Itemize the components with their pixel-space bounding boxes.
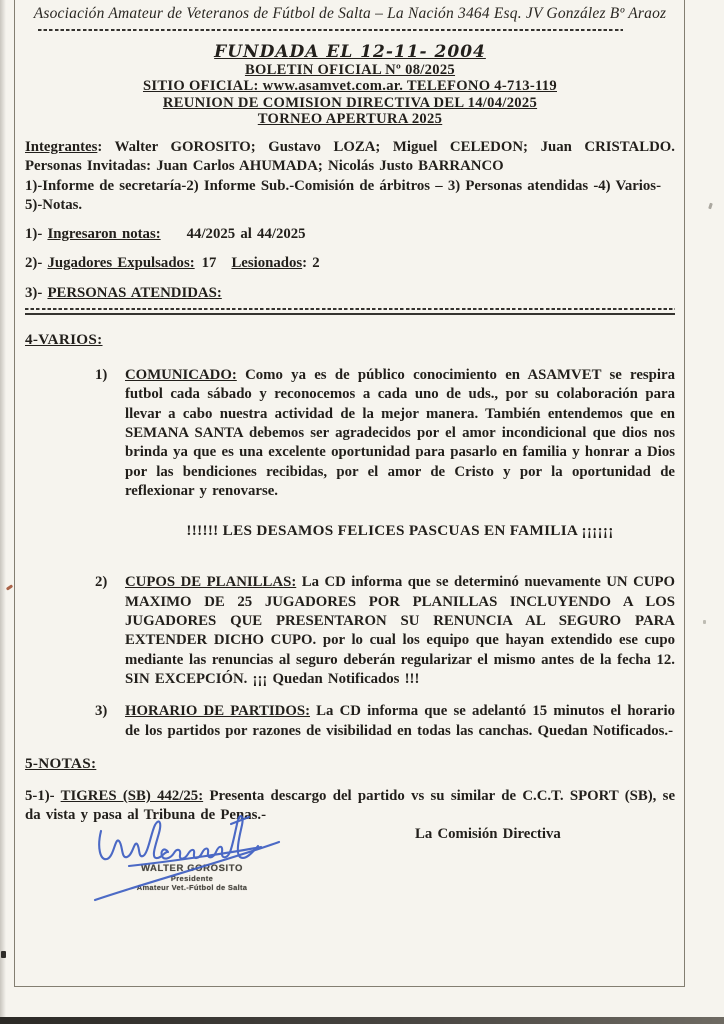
signature-block — [85, 803, 295, 918]
easter-greeting-line: !!!!!! LES DESAMOS FELICES PASCUAS EN FAMILIA ¡¡¡¡¡¡ — [186, 522, 614, 540]
notes-value: 44/2025 al 44/2025 — [186, 225, 306, 242]
cupos-label: CUPOS DE PLANILLAS: — [125, 574, 297, 591]
meeting-date-line: REUNION DE COMISION DIRECTIVA DEL 14/04/2025 — [162, 94, 538, 111]
signature-ink-scribble — [85, 803, 295, 918]
varios-title: 4-VARIOS: — [25, 330, 103, 348]
header-separator-line — [38, 29, 623, 31]
closing-signature-line: La Comisión Directiva — [415, 825, 561, 842]
notes-prefix: 1)- — [25, 225, 48, 242]
notes-received-line — [25, 225, 675, 244]
attended-prefix: 3)- — [25, 284, 48, 301]
scan-speck-dark — [1, 951, 6, 958]
horario-number: 3) — [95, 703, 108, 720]
stamp-title: Presidente — [170, 874, 214, 883]
members-text: : Walter GOROSITO; Gustavo LOZA; Miguel CELEDON; Juan CRISTALDO. Personas Invitadas: Juan Carlos AHUMADA; Nicolás Justo BARRANCO — [25, 139, 675, 175]
cupos-body: La CD informa que se determinó nuevamente UN CUPO MAXIMO DE 25 JUGADORES POR PLANILLAS INCLUYENDO A LOS JUGADORES QUE PRESENTARON SU RENUNCIA AL SEGURO PARA EXTENDER DICHO CUPO. por lo cual los equipo que hayan extendido ese cupo mediante las renuncias al seguro deberán regularizar el mismo antes de la fecha 12. SIN EXCEPCIÓN. ¡¡¡ Quedan Notificados !!! — [125, 574, 675, 687]
expelled-label: Jugadores Expulsados: — [47, 254, 195, 271]
agenda-line: 1)-Informe de secretaría-2) Informe Sub.-Comisión de árbitros – 3) Personas atendidas -4) Varios- 5)-Notas. — [25, 177, 661, 214]
official-site-line: SITIO OFICIAL: www.asamvet.com.ar. TELEFONO 4-713-119 — [142, 78, 557, 95]
scan-speck-gray-2 — [703, 620, 706, 624]
tigres-body: Presenta descargo del partido vs su similar de C.C.T. SPORT (SB), se da vista y pasa al Tribuna de Penas.- — [25, 788, 676, 824]
scan-speck-gray — [708, 203, 713, 210]
notes-label: Ingresaron notas: — [47, 225, 161, 242]
tournament-line: TORNEO APERTURA 2025 — [257, 110, 443, 127]
horario-item — [95, 702, 675, 741]
bulletin-number-line: BOLETIN OFICIAL Nº 08/2025 — [244, 62, 456, 78]
comunicado-label: COMUNICADO: — [125, 367, 237, 384]
section-separator — [25, 308, 675, 315]
founded-line: FUNDADA EL 12-11- 2004 — [214, 42, 486, 62]
separator-dashed-line — [25, 308, 675, 310]
scan-left-edge-shade — [0, 0, 6, 1024]
horario-label: HORARIO DE PARTIDOS: — [125, 703, 310, 720]
persons-attended-line — [25, 284, 675, 303]
cupos-item — [95, 573, 675, 689]
org-address-line: Asociación Amateur de Veteranos de Fútbol de Salta – La Nación 3464 Esq. JV González Bº Araoz — [33, 5, 667, 22]
bulletin-header — [25, 43, 675, 127]
members-label: Integrantes — [25, 139, 98, 156]
expelled-value: 17 — [201, 254, 217, 271]
comunicado-paragraph — [125, 366, 675, 501]
stamp-org: Amateur Vet.-Fútbol de Salta — [136, 883, 248, 892]
attended-label: PERSONAS ATENDIDAS: — [47, 284, 222, 301]
horario-body: La CD informa que se adelantó 15 minutos el horario de los partidos por razones de visibilidad en todas las canchas. Quedan Notificados.- — [125, 703, 675, 739]
scan-speck-red — [6, 584, 13, 590]
stamp-name: WALTER GOROSITO — [140, 863, 244, 874]
page-content — [14, 0, 685, 844]
injured-label: Lesionados — [231, 254, 303, 271]
separator-solid-line — [25, 313, 675, 315]
expelled-players-line — [25, 254, 675, 273]
cupos-paragraph — [125, 573, 675, 689]
injured-value: : 2 — [302, 254, 320, 271]
horario-paragraph — [125, 702, 675, 741]
notas-title: 5-NOTAS: — [25, 754, 97, 772]
comunicado-number: 1) — [95, 367, 108, 384]
members-paragraph — [25, 138, 675, 177]
comunicado-item — [95, 366, 675, 501]
scan-bottom-edge — [0, 1017, 724, 1024]
cupos-number: 2) — [95, 574, 108, 591]
comunicado-body: Como ya es de público conocimiento en ASAMVET se respira futbol cada sábado y reconocemos a cada uno de uds., por su colaboración para llevar a cabo nuestra actividad de la mejor manera. También entendemos que en SEMANA SANTA debemos ser agradecidos por el amor incondicional que dios nos brinda ya que es una excelente oportunidad para pasarlo en familia y honrar a Dios por las bendiciones recibidas, por el amor de Cristo y por la oportunidad de reflexionar y renovarse. — [125, 367, 675, 499]
tigres-label: TIGRES (SB) 442/25: — [60, 788, 204, 805]
expelled-prefix: 2)- — [25, 254, 48, 271]
tigres-prefix: 5-1)- — [25, 788, 61, 805]
